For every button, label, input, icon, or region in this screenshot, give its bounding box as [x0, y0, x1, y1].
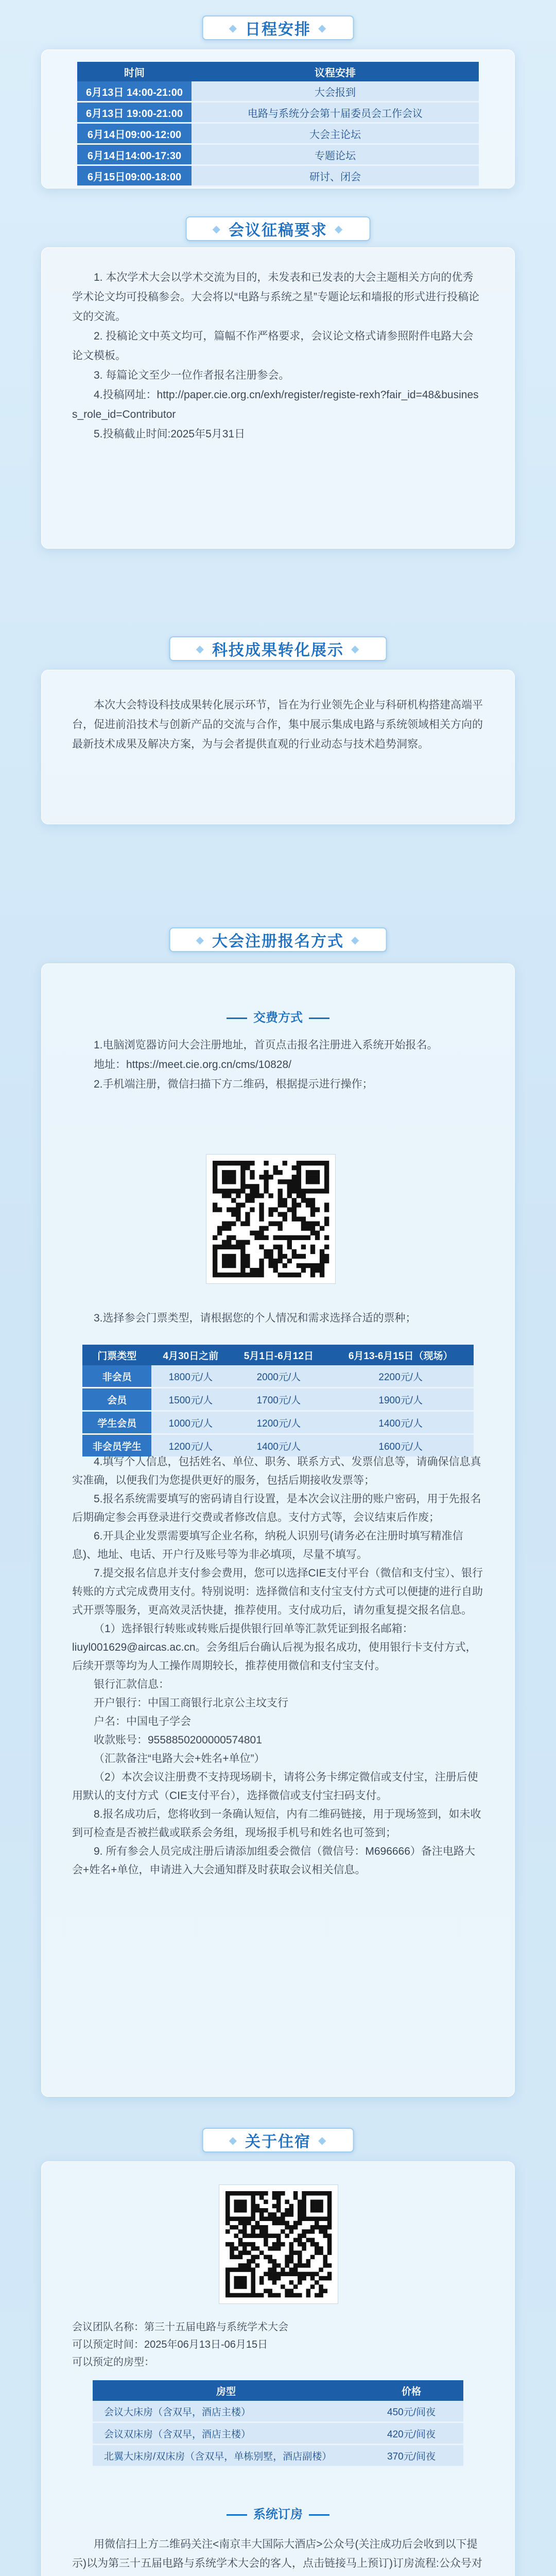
- papers-title: 会议征稿要求: [229, 222, 327, 239]
- ticket-type: 非会员学生: [82, 1434, 151, 1458]
- room-price-table: [93, 2380, 463, 2467]
- registration-step: 3.选择参会门票类型，请根据您的个人情况和需求选择合适的票种；: [94, 1312, 416, 1324]
- room-header: 房型: [93, 2380, 359, 2401]
- papers-submit-link[interactable]: 4.投稿网址：http://paper.cie.org.cn/exh/register/registe-rexh?fair_id=48&business_role_id=Contributor: [72, 389, 479, 420]
- section-title-registration: [169, 927, 387, 952]
- registration-qr-code[interactable]: [206, 1154, 336, 1284]
- decor-right-icon: ◆: [351, 643, 360, 655]
- decor-left-icon: ◆: [229, 22, 238, 34]
- registration-paragraph: 4.填写个人信息，包括姓名、单位、职务、联系方式、发票信息等，请确保信息真实准确，以便我们为您提供更好的服务，包括后期接收发票等；: [72, 1456, 481, 1486]
- registration-steps-bottom: [72, 1453, 484, 1879]
- registration-title: 大会注册报名方式: [212, 933, 344, 950]
- bank-info-line: （汇款备注“电路大会+姓名+单位”）: [94, 1753, 265, 1765]
- ticket-price: 1700元/人: [230, 1388, 327, 1411]
- table-row: [82, 1411, 474, 1434]
- booking-title: [220, 2504, 336, 2522]
- bank-info-line: 开户银行：中国工商银行北京公主坟支行: [94, 1697, 288, 1709]
- ticket-type: 非会员: [82, 1365, 151, 1388]
- booking-paragraph: 用微信扫上方二维码关注<南京丰大国际大酒店>公众号(关注成功后会收到以下提示)以为第三十五届电路与系统学术大会的客人，点击链接马上预订)订房流程:公众号对: [72, 2538, 482, 2569]
- schedule-time: 6月15日09:00-18:00: [77, 165, 192, 187]
- accommodation-title: 关于住宿: [245, 2133, 311, 2150]
- accommodation-line: 可以预定时间：2025年06月13日-06月15日: [72, 2339, 268, 2350]
- section-title-schedule: [202, 15, 354, 40]
- table-row: [77, 165, 479, 187]
- room-header: 价格: [359, 2380, 463, 2401]
- divider: [309, 2514, 329, 2516]
- table-row: [93, 2422, 463, 2445]
- registration-paragraph: 5.报名系统需要填写的密码请自行设置，是本次会议注册的账户密码，用于先报名后期确定参会再登录进行交费或者修改信息。支付方式等，会议结束后作废；: [72, 1493, 481, 1523]
- schedule-time: 6月13日 19:00-21:00: [77, 102, 192, 123]
- schedule-table: [77, 62, 479, 187]
- bank-info-title: 银行汇款信息：: [94, 1679, 169, 1690]
- ticket-price: 1400元/人: [327, 1411, 474, 1434]
- divider: [309, 1018, 329, 1019]
- registration-paragraph: 7.提交报名信息并支付参会费用，您可以选择CIE支付平台（微信和支付宝）、银行转账的方式完成费用支付。特别说明：选择微信和支付宝支付方式可以便捷的进行自助式开票等服务，更高效灵活快捷，推荐使用。支付成功后，请勿重复提交报名信息。: [72, 1567, 483, 1616]
- papers-paragraph: 3. 每篇论文至少一位作者报名注册参会。: [94, 369, 290, 381]
- achievements-body: [72, 696, 484, 754]
- decor-right-icon: ◆: [335, 223, 344, 235]
- ticket-type: 会员: [82, 1388, 151, 1411]
- table-row: [77, 123, 479, 144]
- achievements-paragraph: 本次大会特设科技成果转化展示环节，旨在为行业领先企业与科研机构搭建高端平台，促进前沿技术与创新产品的交流与合作，集中展示集成电路与系统领域相关方向的最新技术成果及解决方案，为与会者提供直观的行业动态与技术趋势洞察。: [72, 699, 483, 750]
- decor-left-icon: ◆: [196, 643, 205, 655]
- divider: [227, 1018, 247, 1019]
- decor-left-icon: ◆: [212, 223, 221, 235]
- booking-label: 系统订房: [253, 2507, 303, 2521]
- table-row: [77, 102, 479, 123]
- papers-paragraph: 2. 投稿论文中英文均可，篇幅不作严格要求，会议论文格式请参照附件电路大会论文模板。: [72, 330, 474, 362]
- table-row: [82, 1365, 474, 1388]
- schedule-agenda: 大会主论坛: [192, 123, 479, 144]
- booking-body: [72, 2535, 484, 2576]
- achievements-title: 科技成果转化展示: [212, 642, 344, 659]
- decor-left-icon: ◆: [196, 934, 205, 946]
- table-row: [77, 81, 479, 102]
- bank-info-line: 户名：中国电子学会: [94, 1716, 191, 1727]
- schedule-time: 6月13日 14:00-21:00: [77, 81, 192, 102]
- ticket-price: 1600元/人: [327, 1434, 474, 1458]
- room-price: 370元/间夜: [359, 2445, 463, 2467]
- papers-paragraph: 1. 本次学术大会以学术交流为目的，未发表和已发表的大会主题相关方向的优秀学术论文均可投稿参会。大会将以“电路与系统之星”专题论坛和墙报的形式进行投稿论文的交流。: [72, 272, 479, 323]
- accommodation-line: 会议团队名称：第三十五届电路与系统学术大会: [72, 2321, 288, 2333]
- schedule-agenda: 专题论坛: [192, 144, 479, 165]
- registration-step: 1.电脑浏览器访问大会注册地址，首页点击报名注册进入系统开始报名。: [94, 1039, 438, 1051]
- price-header: 4月30日之前: [151, 1345, 230, 1365]
- registration-paragraph: 6.开具企业发票需要填写企业名称，纳税人识别号(请务必在注册时填写精准信息)、地址、电话、开户行及账号等为非必填项，尽量不填写。: [72, 1530, 463, 1561]
- schedule-agenda: 大会报到: [192, 81, 479, 102]
- papers-body: [72, 268, 484, 444]
- schedule-title: 日程安排: [245, 21, 311, 38]
- ticket-price: 1200元/人: [230, 1411, 327, 1434]
- room-price: 450元/间夜: [359, 2401, 463, 2422]
- registration-paragraph: 9. 所有参会人员完成注册后请添加组委会微信（微信号：M696666）备注电路大会+姓名+单位，申请进入大会通知群及时获取会议相关信息。: [72, 1845, 475, 1876]
- accommodation-info: [72, 2318, 484, 2371]
- registration-paragraph: （1）选择银行转账或转账后提供银行回单等汇款凭证到报名邮箱：liuyl001629@aircas.ac.cn。会务组后台确认后视为报名成功，使用银行卡支付方式，后续开票等均为人工操作周期较长，推荐使用微信和支付宝支付。: [72, 1623, 477, 1672]
- section-title-accommodation: [202, 2128, 354, 2153]
- table-row: [93, 2445, 463, 2467]
- registration-address-link[interactable]: 地址：https://meet.cie.org.cn/cms/10828/: [94, 1059, 291, 1071]
- ticket-price-table: [82, 1345, 474, 1458]
- room-price: 420元/间夜: [359, 2422, 463, 2445]
- payment-method-title: [220, 1007, 336, 1025]
- section-title-achievements: [169, 636, 387, 661]
- schedule-header-time: 时间: [77, 62, 192, 81]
- room-name: 会议大床房（含双早，酒店主楼）: [93, 2401, 359, 2422]
- hotel-qr-code[interactable]: [219, 2184, 338, 2304]
- divider: [227, 2514, 247, 2516]
- schedule-agenda: 电路与系统分会第十届委员会工作会议: [192, 102, 479, 123]
- decor-right-icon: ◆: [351, 934, 360, 946]
- decor-left-icon: ◆: [229, 2134, 238, 2146]
- registration-paragraph: （2）本次会议注册费不支持现场刷卡，请将公务卡绑定微信或支付宝，注册后使用默认的支付方式（CIE支付平台），选择微信或支付宝扫码支付。: [72, 1771, 478, 1802]
- bank-info-line: 收款账号：9558850200000574801: [94, 1734, 262, 1746]
- ticket-price: 1900元/人: [327, 1388, 474, 1411]
- section-title-papers: [186, 216, 371, 241]
- ticket-price: 1000元/人: [151, 1411, 230, 1434]
- schedule-time: 6月14日14:00-17:30: [77, 144, 192, 165]
- room-name: 北翼大床房/双床房（含双早，单栋别墅，酒店副楼）: [93, 2445, 359, 2467]
- papers-paragraph: 5.投稿截止时间:2025年5月31日: [94, 428, 246, 440]
- registration-step3: [72, 1309, 484, 1328]
- registration-paragraph: 8.报名成功后，您将收到一条确认短信，内有二维码链接，用于现场签到，如未收到可检查是否被拦截或联系会务组，现场报手机号和姓名也可签到；: [72, 1808, 481, 1839]
- price-header: 5月1日-6月12日: [230, 1345, 327, 1365]
- qr-code-icon: [206, 1155, 335, 1283]
- schedule-header-agenda: 议程安排: [192, 62, 479, 81]
- decor-right-icon: ◆: [318, 22, 327, 34]
- ticket-price: 2200元/人: [327, 1365, 474, 1388]
- registration-step: 2.手机端注册，微信扫描下方二维码，根据提示进行操作；: [94, 1078, 373, 1090]
- decor-right-icon: ◆: [318, 2134, 327, 2146]
- ticket-price: 2000元/人: [230, 1365, 327, 1388]
- schedule-agenda: 研讨、闭会: [192, 165, 479, 187]
- ticket-price: 1400元/人: [230, 1434, 327, 1458]
- room-name: 会议双床房（含双早，酒店主楼）: [93, 2422, 359, 2445]
- qr-code-icon: [219, 2185, 338, 2303]
- payment-method-label: 交费方式: [253, 1011, 303, 1025]
- price-header: 门票类型: [82, 1345, 151, 1365]
- ticket-type: 学生会员: [82, 1411, 151, 1434]
- ticket-price: 1500元/人: [151, 1388, 230, 1411]
- accommodation-line: 可以预定的房型：: [72, 2357, 154, 2368]
- ticket-price: 1800元/人: [151, 1365, 230, 1388]
- price-header: 6月13-6月15日（现场）: [327, 1345, 474, 1365]
- registration-steps-top: [72, 1036, 484, 1094]
- table-row: [82, 1388, 474, 1411]
- schedule-time: 6月14日09:00-12:00: [77, 123, 192, 144]
- table-row: [93, 2401, 463, 2422]
- ticket-price: 1200元/人: [151, 1434, 230, 1458]
- table-row: [77, 144, 479, 165]
